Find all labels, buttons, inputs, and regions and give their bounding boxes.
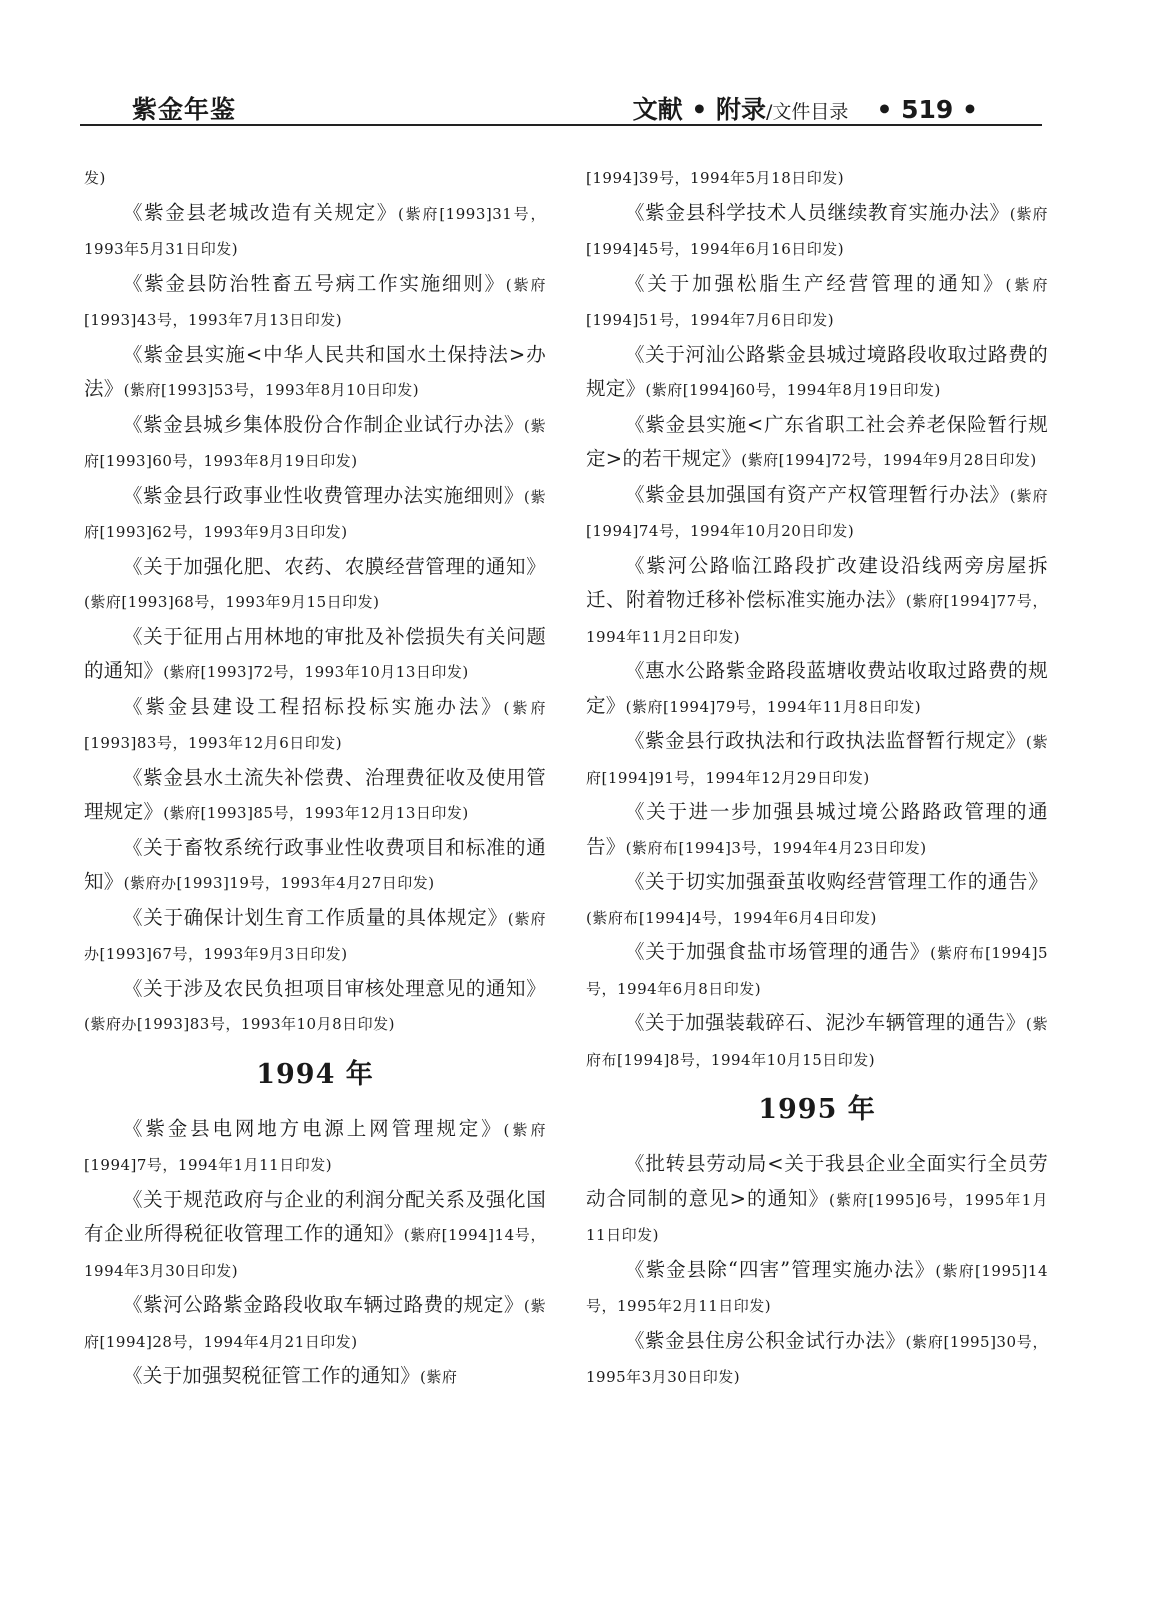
list-item: 《紫金县行政事业性收费管理办法实施细则》(紫府[1993]62号，1993年9月3日印发) [84, 483, 546, 541]
list-item: 《关于加强松脂生产经营管理的通知》(紫府[1994]51号，1994年7月6日印发) [586, 271, 1048, 329]
left-column [84, 160, 546, 1395]
list-item: 《关于规范政府与企业的利润分配关系及强化国有企业所得税征收管理工作的通知》(紫府[1994]14号，1994年3月30日印发) [84, 1187, 546, 1280]
list-item: 《紫金县加强国有资产产权管理暂行办法》(紫府[1994]74号，1994年10月20日印发) [586, 482, 1049, 540]
continuation-text: 发) [84, 169, 106, 187]
list-item: 《批转县劳动局<关于我县企业全面实行全员劳动合同制的意见>的通知》(紫府[1995]6号，1995年1月11日印发) [586, 1152, 1048, 1244]
list-item: 《关于加强装载碎石、泥沙车辆管理的通告》(紫府布[1994]8号，1994年10月15日印发) [586, 1011, 1048, 1069]
list-item: 《紫金县行政执法和行政执法监督暂行规定》(紫府[1994]91号，1994年12月29日印发) [586, 729, 1048, 787]
list-item: 《紫金县实施<广东省职工社会养老保险暂行规定>的若干规定》(紫府[1994]72号，1994年9月28日印发) [586, 412, 1048, 470]
list-item: 《关于畜牧系统行政事业性收费项目和标准的通知》(紫府办[1993]19号，1993年4月27日印发) [84, 835, 546, 893]
list-item: 《紫金县老城改造有关规定》(紫府[1993]31号，1993年5月31日印发) [84, 200, 546, 258]
list-item: 《关于加强化肥、农药、农膜经营管理的通知》(紫府[1993]68号，1993年9月15日印发) [84, 554, 546, 611]
list-item: 《关于加强契税征管工作的通知》(紫府 [123, 1364, 458, 1387]
list-item: 《关于进一步加强县城过境公路路政管理的通告》(紫府布[1994]3号，1994年4月23日印发) [586, 800, 1048, 858]
list-item: 《紫河公路紫金路段收取车辆过路费的规定》(紫府[1994]28号，1994年4月21日印发) [84, 1293, 546, 1351]
section-title: 文献 • 附录 [632, 95, 767, 124]
list-item: 《紫金县防治牲畜五号病工作实施细则》(紫府[1993]43号，1993年7月13日印发) [84, 271, 546, 329]
list-item: 《紫金县住房公积金试行办法》(紫府[1995]30号，1995年3月30日印发) [586, 1328, 1048, 1386]
continuation-text: [1994]39号，1994年5月18日印发) [586, 169, 845, 187]
header-rule [80, 124, 1042, 126]
list-item: 《关于加强食盐市场管理的通告》(紫府布[1994]5号，1994年6月8日印发) [586, 940, 1048, 998]
list-item: 《惠水公路紫金路段蓝塘收费站收取过路费的规定》(紫府[1994]79号，1994年11月8日印发) [586, 659, 1048, 717]
list-item: 《紫金县城乡集体股份合作制企业试行办法》(紫府[1993]60号，1993年8月19日印发) [84, 412, 546, 470]
year-heading-1994: 1994 年 [256, 1058, 374, 1090]
list-item: 《紫河公路临江路段扩改建设沿线两旁房屋拆迁、附着物迁移补偿标准实施办法》(紫府[1994]77号，1994年11月2日印发) [586, 553, 1048, 646]
list-item: 《关于确保计划生育工作质量的具体规定》(紫府办[1993]67号，1993年9月3日印发) [84, 905, 547, 963]
book-title: 紫金年鉴 [132, 95, 237, 124]
right-column [586, 160, 1048, 1395]
list-item: 《紫金县实施<中华人民共和国水土保持法>办法》(紫府[1993]53号，1993年8月10日印发) [84, 342, 546, 400]
subsection-title: /文件目录 [766, 101, 849, 123]
list-item: 《关于切实加强蚕茧收购经营管理工作的通告》(紫府布[1994]4号，1994年6月4日印发) [586, 870, 1048, 927]
list-item: 《紫金县科学技术人员继续教育实施办法》(紫府[1994]45号，1994年6月16日印发) [586, 200, 1049, 258]
year-heading-1995: 1995 年 [758, 1094, 876, 1125]
page-number: • 519 • [876, 95, 978, 124]
page-header [80, 86, 1040, 126]
list-item: 《关于征用占用林地的审批及补偿损失有关问题的通知》(紫府[1993]72号，1993年10月13日印发) [84, 624, 546, 682]
list-item: 《紫金县电网地方电源上网管理规定》(紫府[1994]7号，1994年1月11日印发) [84, 1116, 546, 1174]
list-item: 《关于涉及农民负担项目审核处理意见的通知》(紫府办[1993]83号，1993年10月8日印发) [84, 976, 546, 1033]
list-item: 《紫金县水土流失补偿费、治理费征收及使用管理规定》(紫府[1993]85号，1993年12月13日印发) [84, 765, 546, 823]
section-heading [633, 90, 978, 126]
list-item: 《紫金县除“四害”管理实施办法》(紫府[1995]14号，1995年2月11日印发) [586, 1257, 1048, 1315]
list-item: 《紫金县建设工程招标投标实施办法》(紫府[1993]83号，1993年12月6日印发) [84, 694, 546, 752]
list-item: 《关于河汕公路紫金县城过境路段收取过路费的规定》(紫府[1994]60号，1994年8月19日印发) [586, 342, 1048, 400]
